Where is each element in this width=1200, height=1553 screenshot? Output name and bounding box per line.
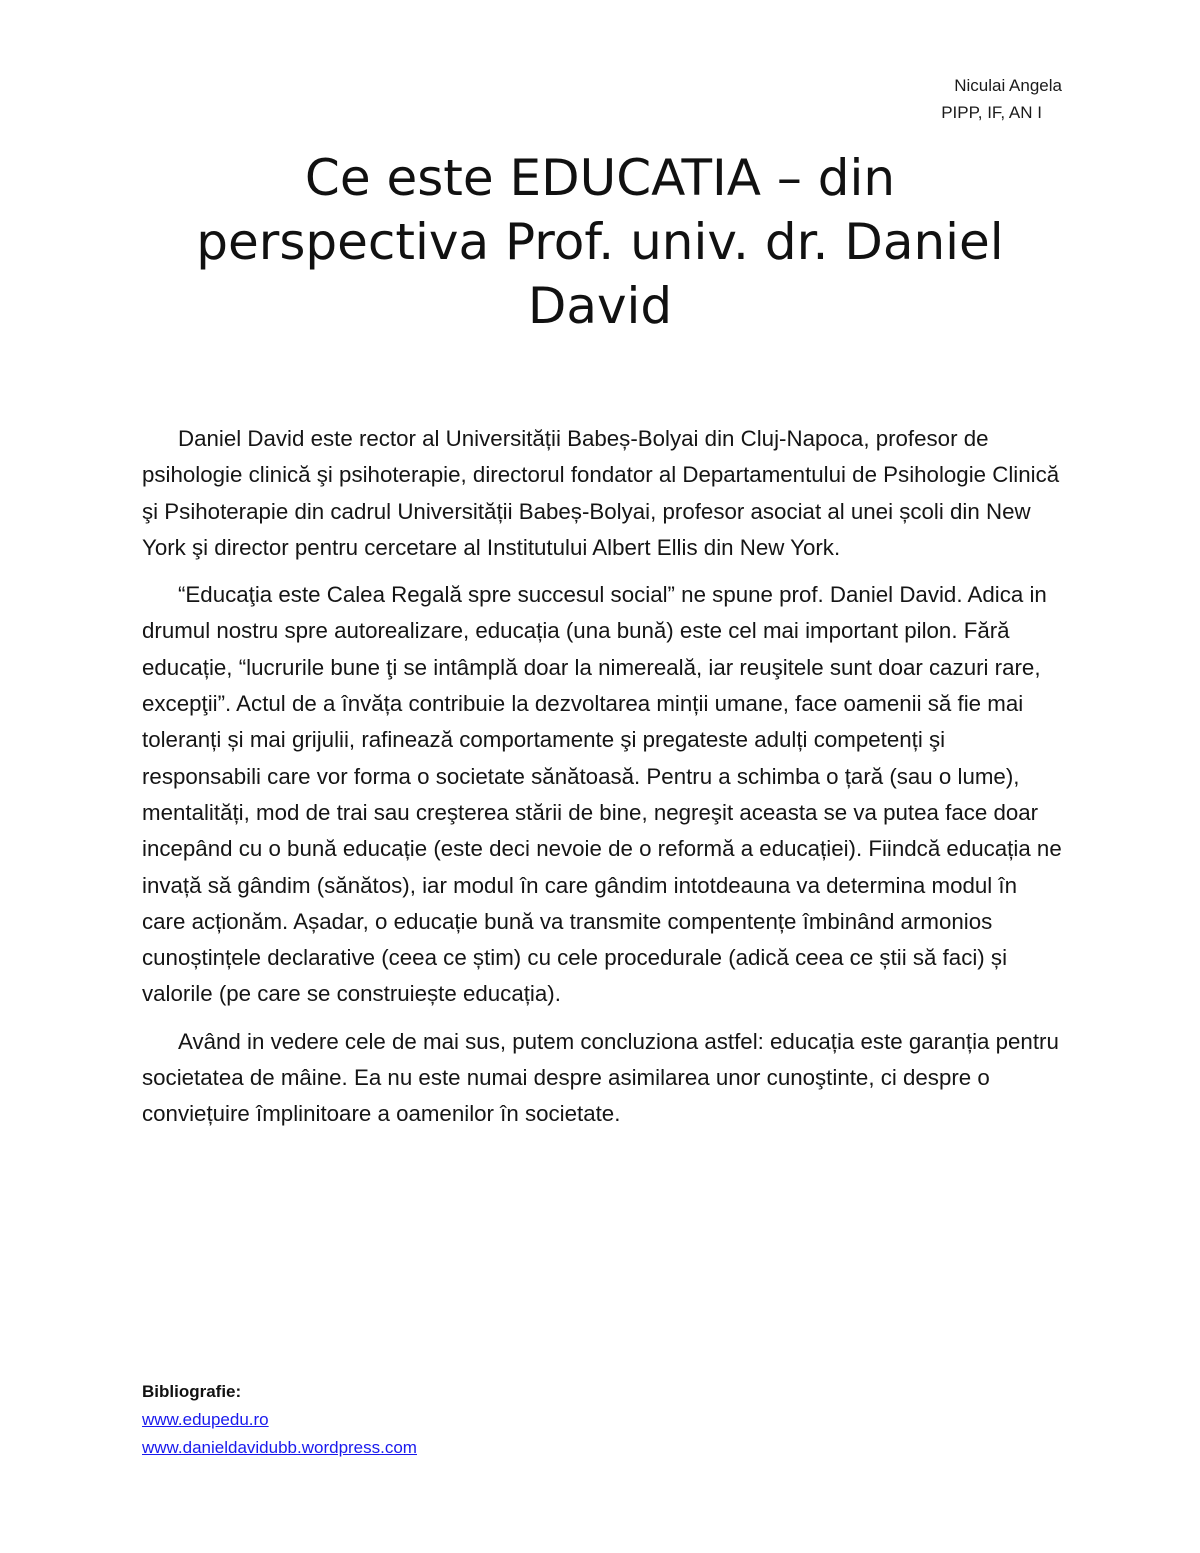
bibliography-link-edupedu[interactable]: www.edupedu.ro (142, 1410, 269, 1429)
author-name: Niculai Angela (954, 76, 1062, 95)
paragraph-intro: Daniel David este rector al Universității Babeș-Bolyai din Cluj-Napoca, profesor de psihologie clinică şi psihoterapie, directorul fondator al Departamentului de Psihologie Clinică şi Psihoterapie din cadrul Universității Babeș-Bolyai, profesor asociat al unei școli din New York şi director pentru cercetare al Institutului Albert Ellis din New York. (142, 426, 1060, 560)
bibliography (142, 1378, 417, 1462)
bibliography-link-danieldavid[interactable]: www.danieldavidubb.wordpress.com (142, 1438, 417, 1457)
title-line-3: David (527, 277, 673, 335)
author-info: PIPP, IF, AN I (941, 103, 1042, 122)
paragraph-main: “Educaţia este Calea Regală spre succesul social” ne spune prof. Daniel David. Adica in drumul nostru spre autorealizare, educația (una bună) este cel mai important pilon. Fără educație, “lucrurile bune ţi se intâmplă doar la nimereală, iar reuşitele sunt doar cazuri rare, excepţii”. Actul de a învăța contribuie la dezvoltarea minții umane, face oamenii să fie mai toleranți și mai grijulii, rafinează comportamente şi pregateste adulți competenți şi responsabili care vor forma o societate sănătoasă. Pentru a schimba o țară (sau o lume), mentalități, mod de trai sau creşterea stării de bine, negreşit aceasta se va putea face doar incepând cu o bună educație (este deci nevoie de o reformă a educației). Fiindcă educația ne invață să gândim (sănătos), iar modul în care gândim intotdeauna va determina modul în care acționăm. Așadar, o educație bună va transmite compentențe îmbinând armonios cunoștințele declarative (ceea ce știm) cu cele procedurale (adică ceea ce știi să faci) și valorile (pe care se construiește educația). (142, 582, 1062, 1007)
document-body (142, 421, 1062, 1144)
author-block (762, 72, 1062, 126)
title-line-2: perspectiva Prof. univ. dr. Daniel (196, 213, 1004, 271)
title-line-1: Ce este EDUCATIA – din (304, 149, 896, 207)
bibliography-heading: Bibliografie: (142, 1382, 242, 1401)
paragraph-conclusion: Având in vedere cele de mai sus, putem concluziona astfel: educația este garanția pentru societatea de mâine. Ea nu este numai despre asimilarea unor cunoştinte, ci despre o conviețuire împlinitoare a oamenilor în societate. (142, 1028, 1059, 1127)
document-title (140, 146, 1060, 338)
